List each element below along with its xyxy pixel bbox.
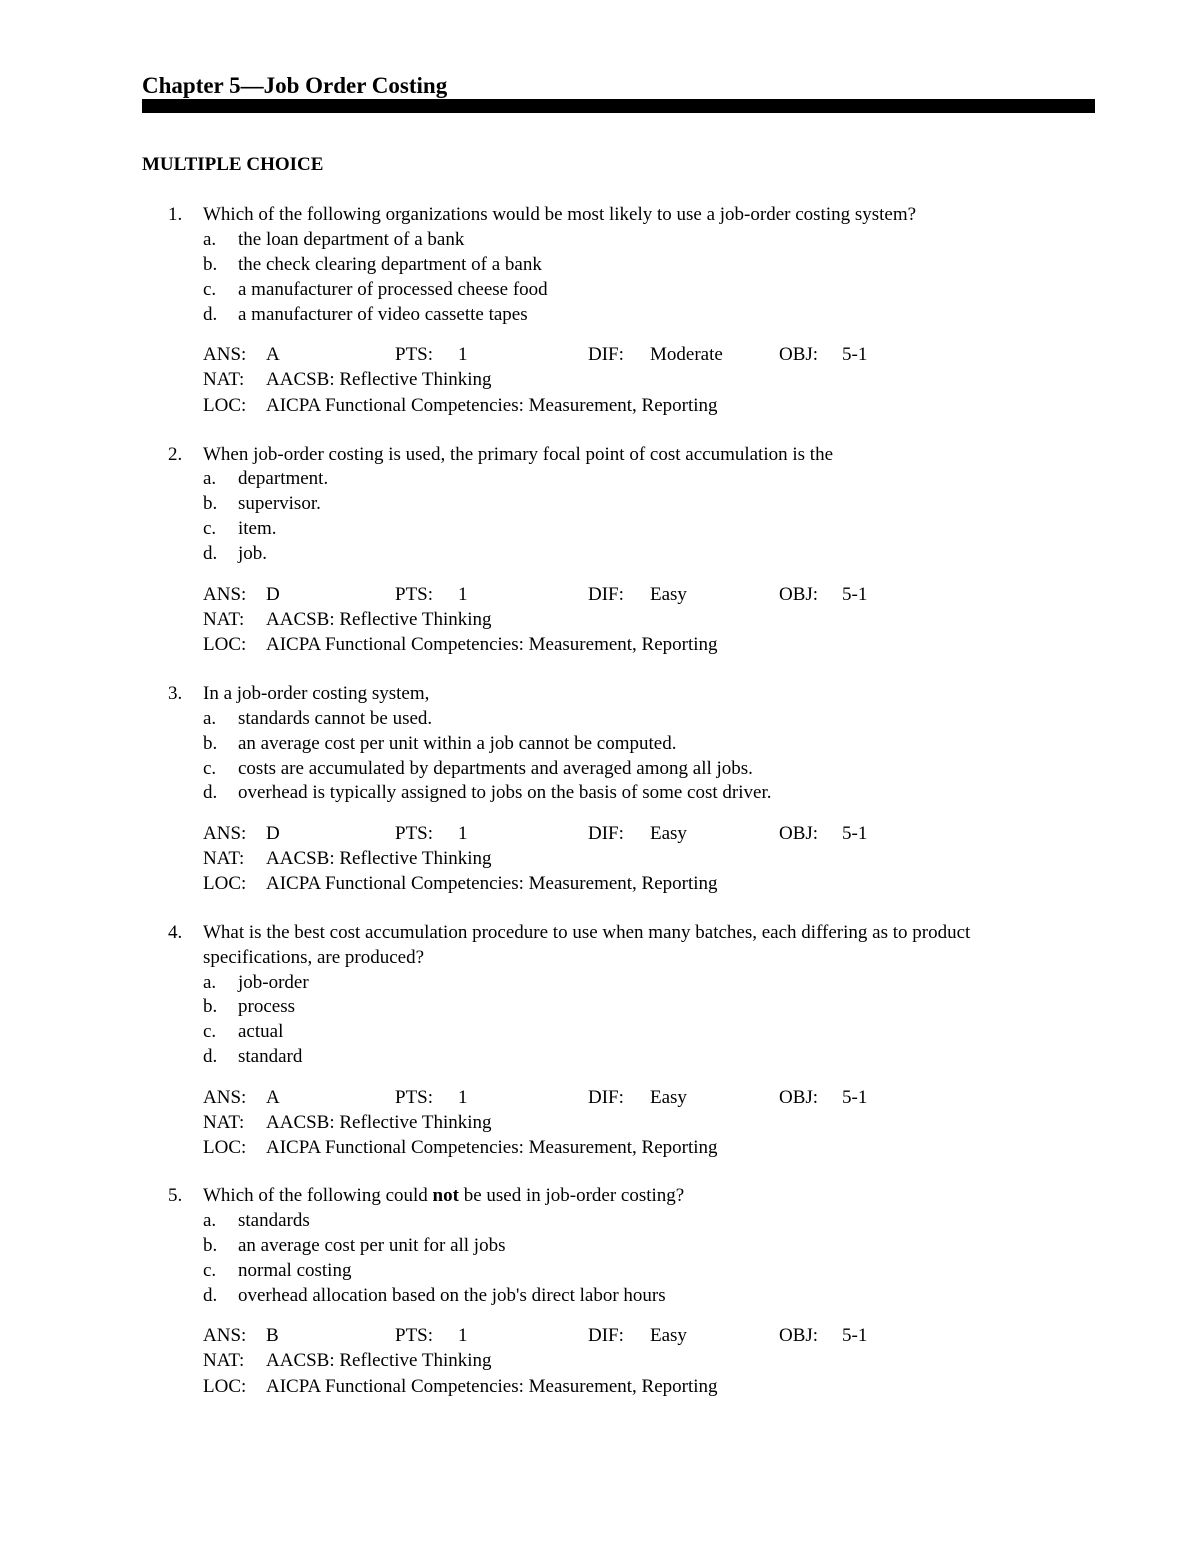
- option-letter: c.: [203, 758, 217, 779]
- option-text: process: [238, 996, 295, 1017]
- option-letter: b.: [203, 996, 218, 1017]
- option-text: standard: [238, 1046, 303, 1067]
- option-letter: b.: [203, 1235, 218, 1256]
- loc-value: AICPA Functional Competencies: Measurement, Reporting: [266, 1376, 718, 1397]
- dif-label: DIF:: [588, 344, 624, 365]
- ans-value: B: [266, 1325, 279, 1346]
- option-text: standards cannot be used.: [238, 708, 433, 729]
- question-stem: [203, 1183, 684, 1208]
- loc-label: LOC:: [203, 395, 247, 416]
- loc-label: LOC:: [203, 873, 247, 894]
- option-letter: a.: [203, 972, 217, 993]
- pts-value: 1: [458, 344, 468, 365]
- option-letter: a.: [203, 708, 217, 729]
- ans-value: D: [266, 584, 280, 605]
- ans-label: ANS:: [203, 1087, 247, 1108]
- dif-label: DIF:: [588, 1325, 624, 1346]
- option-text: the check clearing department of a bank: [238, 254, 542, 275]
- loc-label: LOC:: [203, 1137, 247, 1158]
- option-text: department.: [238, 468, 329, 489]
- title-rule: [142, 99, 1095, 113]
- pts-value: 1: [458, 823, 468, 844]
- pts-value: 1: [458, 1087, 468, 1108]
- option-letter: c.: [203, 1260, 217, 1281]
- option-text: the loan department of a bank: [238, 229, 465, 250]
- nat-label: NAT:: [203, 1112, 245, 1133]
- option-letter: c.: [203, 279, 217, 300]
- pts-label: PTS:: [395, 344, 434, 365]
- option-letter: b.: [203, 254, 218, 275]
- option-text: an average cost per unit for all jobs: [238, 1235, 506, 1256]
- question-number: 2.: [168, 444, 183, 465]
- option-text: job-order: [238, 972, 309, 993]
- ans-label: ANS:: [203, 584, 247, 605]
- ans-value: D: [266, 823, 280, 844]
- question-stem: In a job-order costing system,: [203, 683, 430, 704]
- dif-value: Easy: [650, 1087, 687, 1108]
- stem-emphasis: not: [432, 1185, 459, 1206]
- obj-label: OBJ:: [779, 1325, 819, 1346]
- obj-label: OBJ:: [779, 1087, 819, 1108]
- pts-label: PTS:: [395, 584, 434, 605]
- dif-value: Easy: [650, 584, 687, 605]
- section-heading: MULTIPLE CHOICE: [142, 154, 324, 175]
- dif-value: Easy: [650, 823, 687, 844]
- nat-label: NAT:: [203, 848, 245, 869]
- question-number: 1.: [168, 204, 183, 225]
- nat-value: AACSB: Reflective Thinking: [266, 1350, 492, 1371]
- dif-value: Easy: [650, 1325, 687, 1346]
- option-text: an average cost per unit within a job cannot be computed.: [238, 733, 677, 754]
- option-text: standards: [238, 1210, 310, 1231]
- option-letter: d.: [203, 782, 218, 803]
- option-text: normal costing: [238, 1260, 352, 1281]
- ans-value: A: [266, 1087, 280, 1108]
- obj-value: 5-1: [842, 823, 868, 844]
- option-letter: d.: [203, 543, 218, 564]
- dif-value: Moderate: [650, 344, 723, 365]
- stem-text: Which of the following could: [203, 1185, 433, 1206]
- nat-label: NAT:: [203, 1350, 245, 1371]
- option-text: supervisor.: [238, 493, 321, 514]
- nat-value: AACSB: Reflective Thinking: [266, 369, 492, 390]
- option-text: job.: [238, 543, 268, 564]
- nat-label: NAT:: [203, 369, 245, 390]
- dif-label: DIF:: [588, 823, 624, 844]
- question-stem: When job-order costing is used, the primary focal point of cost accumulation is the: [203, 444, 833, 465]
- option-text: overhead is typically assigned to jobs on the basis of some cost driver.: [238, 782, 772, 803]
- obj-label: OBJ:: [779, 584, 819, 605]
- obj-value: 5-1: [842, 1325, 868, 1346]
- option-letter: d.: [203, 1285, 218, 1306]
- loc-value: AICPA Functional Competencies: Measurement, Reporting: [266, 1137, 718, 1158]
- nat-label: NAT:: [203, 609, 245, 630]
- option-letter: a.: [203, 1210, 217, 1231]
- loc-value: AICPA Functional Competencies: Measurement, Reporting: [266, 873, 718, 894]
- obj-value: 5-1: [842, 344, 868, 365]
- option-letter: c.: [203, 1021, 217, 1042]
- option-text: overhead allocation based on the job's direct labor hours: [238, 1285, 666, 1306]
- question-number: 4.: [168, 922, 183, 943]
- pts-value: 1: [458, 584, 468, 605]
- pts-label: PTS:: [395, 1325, 434, 1346]
- question-stem: What is the best cost accumulation procedure to use when many batches, each differing as to product: [203, 922, 971, 943]
- option-text: costs are accumulated by departments and averaged among all jobs.: [238, 758, 753, 779]
- option-text: item.: [238, 518, 277, 539]
- question-stem: Which of the following organizations would be most likely to use a job-order costing system?: [203, 204, 917, 225]
- obj-value: 5-1: [842, 1087, 868, 1108]
- ans-label: ANS:: [203, 1325, 247, 1346]
- chapter-title: Chapter 5—Job Order Costing: [142, 73, 448, 98]
- question-number: 3.: [168, 683, 183, 704]
- obj-label: OBJ:: [779, 344, 819, 365]
- obj-label: OBJ:: [779, 823, 819, 844]
- pts-label: PTS:: [395, 1087, 434, 1108]
- loc-label: LOC:: [203, 1376, 247, 1397]
- option-letter: d.: [203, 304, 218, 325]
- option-text: a manufacturer of video cassette tapes: [238, 304, 528, 325]
- loc-value: AICPA Functional Competencies: Measurement, Reporting: [266, 634, 718, 655]
- loc-label: LOC:: [203, 634, 247, 655]
- option-letter: b.: [203, 733, 218, 754]
- ans-label: ANS:: [203, 344, 247, 365]
- question-stem-continued: specifications, are produced?: [203, 947, 425, 968]
- pts-value: 1: [458, 1325, 468, 1346]
- option-letter: a.: [203, 229, 217, 250]
- option-letter: c.: [203, 518, 217, 539]
- nat-value: AACSB: Reflective Thinking: [266, 848, 492, 869]
- option-letter: d.: [203, 1046, 218, 1067]
- pts-label: PTS:: [395, 823, 434, 844]
- ans-label: ANS:: [203, 823, 247, 844]
- ans-value: A: [266, 344, 280, 365]
- nat-value: AACSB: Reflective Thinking: [266, 609, 492, 630]
- option-text: a manufacturer of processed cheese food: [238, 279, 548, 300]
- option-text: actual: [238, 1021, 284, 1042]
- nat-value: AACSB: Reflective Thinking: [266, 1112, 492, 1133]
- dif-label: DIF:: [588, 584, 624, 605]
- loc-value: AICPA Functional Competencies: Measurement, Reporting: [266, 395, 718, 416]
- obj-value: 5-1: [842, 584, 868, 605]
- stem-text: be used in job-order costing?: [458, 1185, 685, 1206]
- question-number: 5.: [168, 1185, 183, 1206]
- dif-label: DIF:: [588, 1087, 624, 1108]
- option-letter: b.: [203, 493, 218, 514]
- option-letter: a.: [203, 468, 217, 489]
